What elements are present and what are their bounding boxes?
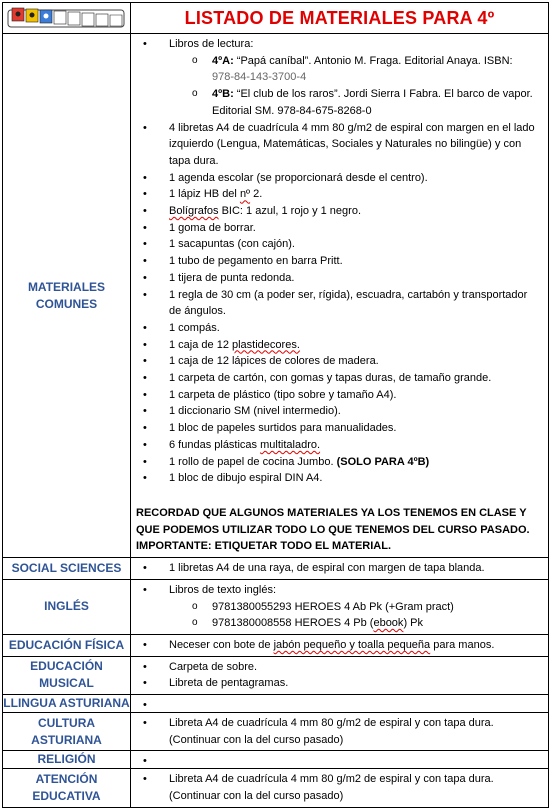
list-item: • Libros de texto inglés: o 9781380055293 HEROES 4 Ab Pk (+Gram pract) o 9781380008558 HEROES 4 Pb (ebook) Pk [169,582,542,632]
row-cultura-asturiana [3,713,549,751]
list-item: • 1 tubo de pegamento en barra Pritt. [169,253,542,270]
list-item: o 4ºA: “Papá caníbal”. Antonio M. Fraga. Editorial Anaya. ISBN: 978-84-143-3700-4 [212,53,542,86]
row-religion [3,751,549,769]
row-llingua-asturiana [3,695,549,713]
subject-label: INGLÉS [3,579,131,634]
row-educacion-musical [3,656,549,694]
header-row [3,3,549,34]
list-item: • 1 caja de 12 lápices de colores de madera. [169,353,542,370]
list-item: • Bolígrafos BIC: 1 azul, 1 rojo y 1 negro. [169,203,542,220]
row-materiales-comunes [3,34,549,558]
subject-content [131,656,549,694]
row-social-sciences [3,558,549,580]
list-item: • 1 tijera de punta redonda. [169,270,542,287]
list-item: • 1 sacapuntas (con cajón). [169,236,542,253]
subject-label: EDUCACIÓN FÍSICA [3,634,131,656]
list-item: • 1 carpeta de cartón, con gomas y tapas duras, de tamaño grande. [169,370,542,387]
list-item: • 6 fundas plásticas multitaladro. [169,437,542,454]
subject-label: SOCIAL SCIENCES [3,558,131,580]
list-item: • Libreta A4 de cuadrícula 4 mm 80 g/m2 de espiral y con tapa dura. (Continuar con la del curso pasado) [169,715,542,748]
list-item: • 1 regla de 30 cm (a poder ser, rígida), escuadra, cartabón y transportador de ángulos. [169,287,542,320]
subject-content [131,695,549,713]
list-item: • Libros de lectura: o 4ºA: “Papá caníbal”. Antonio M. Fraga. Editorial Anaya. ISBN: 978-84-143-3700-4 o 4ºB: “El club de los raros”. Jordi Sierra I Fabra. El barco de vapor. Editorial SM. 978-84-675-8268-0 [169,36,542,120]
list-item: • 4 libretas A4 de cuadrícula 4 mm 80 g/m2 de espiral con margen en el lado izquierdo (Lengua, Matemáticas, Sociales y Naturales no bilingüe) y con tapa dura. [169,120,542,170]
list-item: • Libreta de pentagramas. [169,675,542,692]
list-item: o 9781380008558 HEROES 4 Pb (ebook) Pk [212,615,542,632]
subject-label: MATERIALES COMUNES [3,34,131,558]
list-item: • Neceser con bote de jabón pequeño y toalla pequeña para manos. [169,637,542,654]
list-item: o 9781380055293 HEROES 4 Ab Pk (+Gram pract) [212,599,542,616]
list-item: • 1 goma de borrar. [169,220,542,237]
list-item: • Libreta A4 de cuadrícula 4 mm 80 g/m2 de espiral y con tapa dura. (Continuar con la del curso pasado) [169,771,542,804]
list-item: • 1 carpeta de plástico (tipo sobre y tamaño A4). [169,387,542,404]
subject-label: RELIGIÓN [3,751,131,769]
row-ingles [3,579,549,634]
subject-content [131,751,549,769]
logo-cell [3,3,131,34]
materials-table [2,2,549,808]
list-item: • 1 lápiz HB del nº 2. [169,186,542,203]
subject-content [131,769,549,807]
subject-content [131,579,549,634]
page-title: LISTADO DE MATERIALES PARA 4º [131,3,549,34]
list-item: • 1 bloc de dibujo espiral DIN A4. [169,470,542,487]
subject-content [131,34,549,558]
row-educacion-fisica [3,634,549,656]
row-atencion-educativa [3,769,549,807]
list-item: • 1 bloc de papeles surtidos para manualidades. [169,420,542,437]
subject-content [131,713,549,751]
school-logo-icon [6,5,126,31]
list-item: • 1 agenda escolar (se proporcionará desde el centro). [169,170,542,187]
subject-label: ATENCIÓN EDUCATIVA [3,769,131,807]
subject-content [131,558,549,580]
list-item: • 1 compás. [169,320,542,337]
list-item: • 1 diccionario SM (nivel intermedio). [169,403,542,420]
list-item: o 4ºB: “El club de los raros”. Jordi Sierra I Fabra. El barco de vapor. Editorial SM. 978-84-675-8268-0 [212,86,542,119]
list-item: • 1 libretas A4 de una raya, de espiral con margen de tapa blanda. [169,560,542,577]
list-item: • 1 caja de 12 plastidecores. [169,337,542,354]
subject-content [131,634,549,656]
subject-label: EDUCACIÓN MUSICAL [3,656,131,694]
subject-label: CULTURA ASTURIANA [3,713,131,751]
subject-label: LLINGUA ASTURIANA [3,695,131,713]
list-item: • Carpeta de sobre. [169,659,542,676]
list-item: • 1 rollo de papel de cocina Jumbo. (SOLO PARA 4ºB) [169,454,542,471]
important-note: RECORDAD QUE ALGUNOS MATERIALES YA LOS TENEMOS EN CLASE Y QUE PODEMOS UTILIZAR TODO LO QUE TENEMOS DEL CURSO PASADO. IMPORTANTE: ETIQUETAR TODO EL MATERIAL. [136,506,530,553]
